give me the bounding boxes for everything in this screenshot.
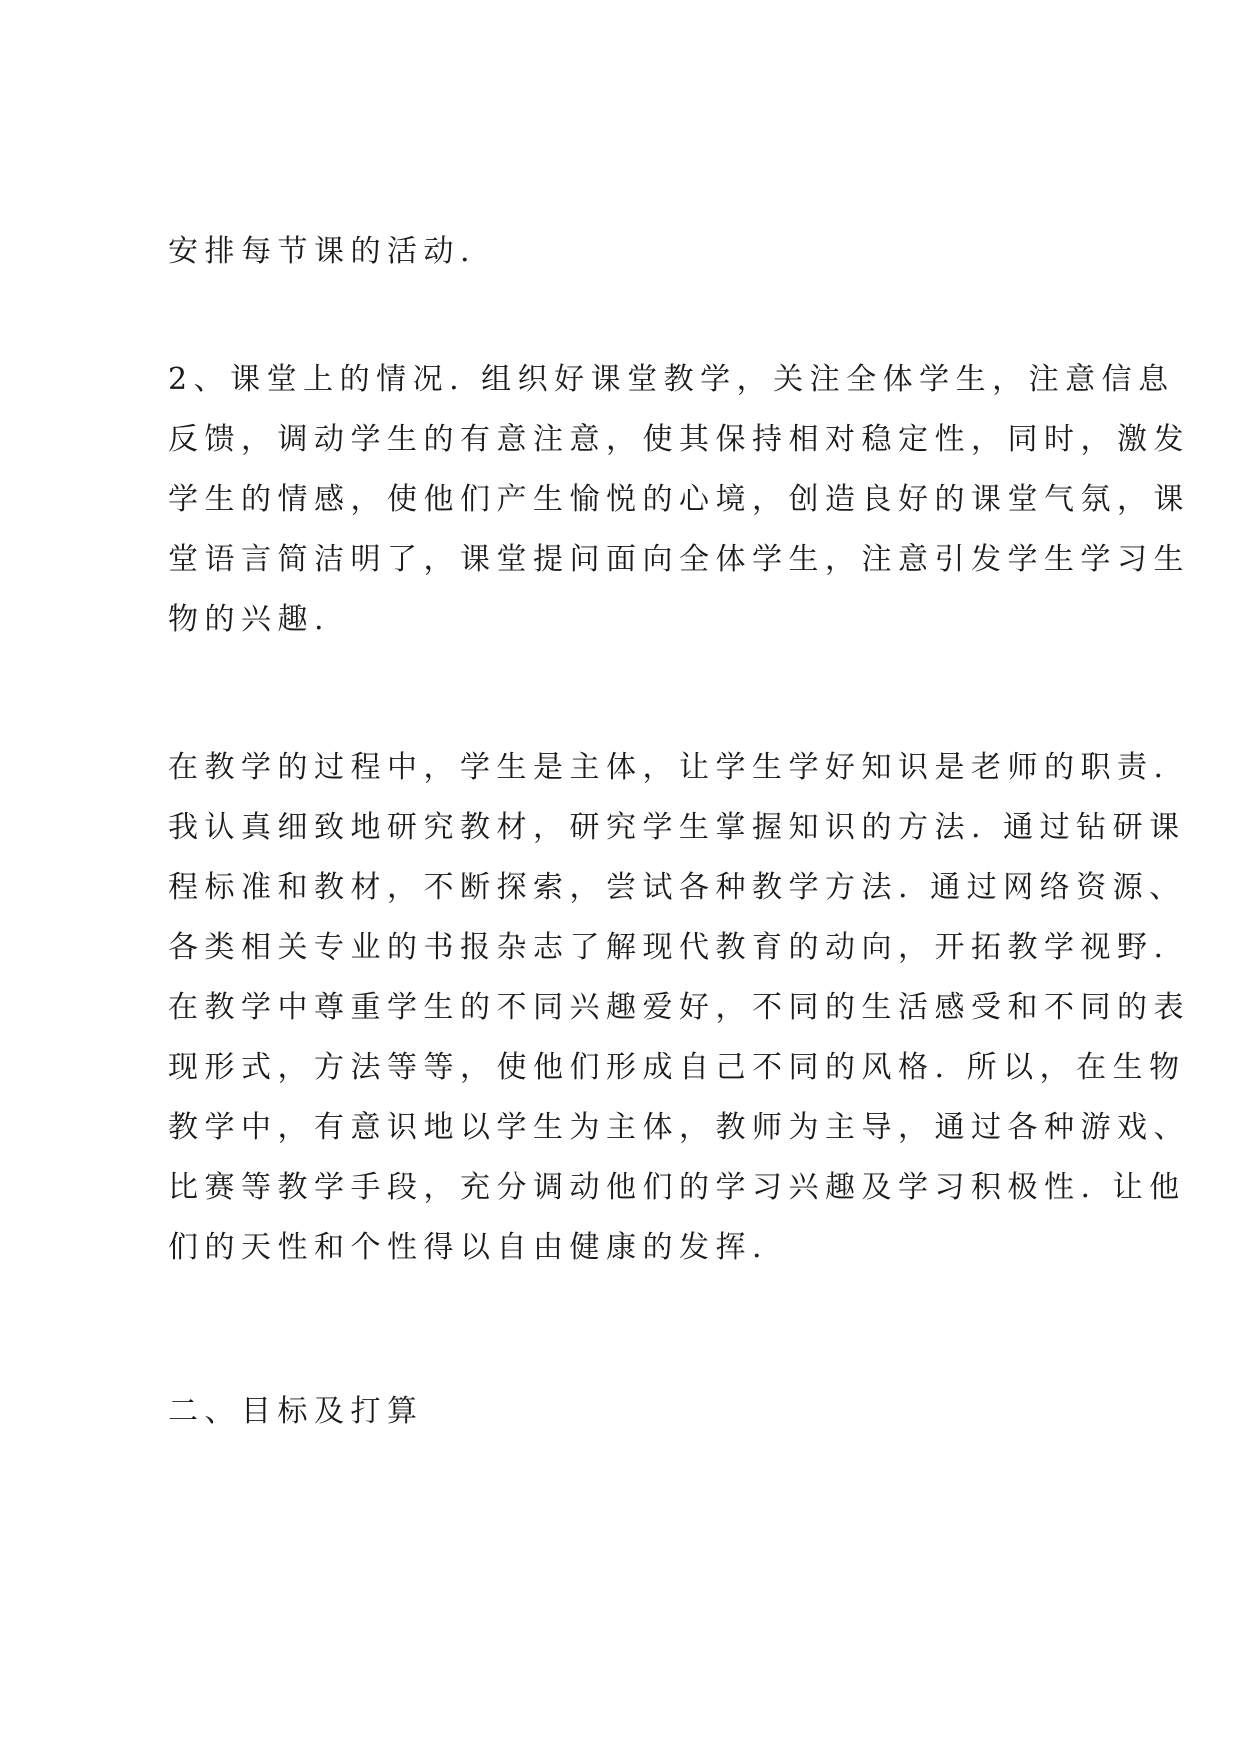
text-line: 在教学中尊重学生的不同兴趣爱好，不同的生活感受和不同的表: [168, 990, 1190, 1025]
text-line: 2、课堂上的情况. 组织好课堂教学，关注全体学生，注意信息: [168, 362, 1175, 397]
text-line: 教学中，有意识地以学生为主体，教师为主导，通过各种游戏、: [168, 1110, 1190, 1145]
text-line: 们的天性和个性得以自由健康的发挥.: [168, 1230, 769, 1265]
text-line: 在教学的过程中，学生是主体，让学生学好知识是老师的职责.: [168, 750, 1170, 785]
text-line: 我认真细致地研究教材，研究学生掌握知识的方法. 通过钻研课: [168, 810, 1186, 845]
text-line: 堂语言简洁明了，课堂提问面向全体学生，注意引发学生学习生: [168, 542, 1190, 577]
text-line: 现形式，方法等等，使他们形成自己不同的风格. 所以，在生物: [168, 1050, 1186, 1085]
text-line: 反馈，调动学生的有意注意，使其保持相对稳定性，同时，激发: [168, 422, 1190, 457]
text-line: 安排每节课的活动.: [168, 234, 477, 269]
heading-text: 二、目标及打算: [168, 1394, 424, 1429]
text-line: 物的兴趣.: [168, 602, 331, 637]
text-line: 各类相关专业的书报杂志了解现代教育的动向，开拓教学视野.: [168, 930, 1170, 965]
text-line: 比赛等教学手段，充分调动他们的学习兴趣及学习积极性. 让他: [168, 1170, 1186, 1205]
paragraph-classroom-situation: [168, 350, 1190, 650]
text-line: 学生的情感，使他们产生愉悦的心境，创造良好的课堂气氛，课: [168, 482, 1190, 517]
paragraph-teaching-process: [168, 738, 1190, 1278]
section-heading-goals: [168, 1382, 1088, 1442]
text-line: 程标准和教材，不断探索，尝试各种教学方法. 通过网络资源、: [168, 870, 1186, 905]
paragraph-activity-arrangement: [168, 222, 1088, 282]
